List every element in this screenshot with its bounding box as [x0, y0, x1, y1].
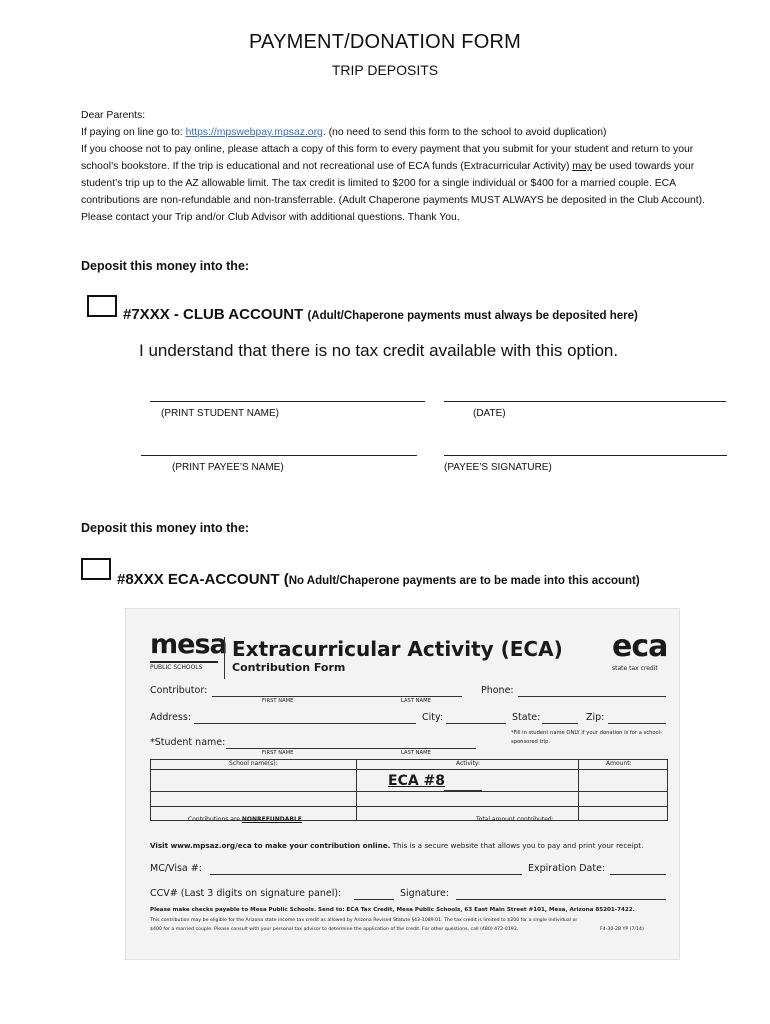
table-header-rule [150, 769, 668, 770]
state-line[interactable] [542, 723, 578, 724]
club-account-checkbox[interactable] [87, 295, 117, 317]
nonrefundable-line [188, 816, 302, 823]
contributor-label: Contributor: [150, 685, 208, 696]
logo-divider [224, 637, 225, 679]
club-account-note: (Adult/Chaperone payments must always be deposited here) [307, 310, 638, 322]
form-code: F4-30-28 YP (7/14) [600, 927, 644, 932]
payee-name-label: (PRINT PAYEE’S NAME) [172, 462, 284, 473]
phone-label: Phone: [481, 685, 514, 696]
student-first-name: FIRST NAME [262, 750, 294, 756]
online-payment-line [81, 124, 731, 141]
student-name-label: (PRINT STUDENT NAME) [161, 408, 279, 419]
table-row-rule-2 [150, 806, 668, 807]
fine-print-2: $400 for a married couple. Please consult with your personal tax advisor to determine the application of the credit. For other questions, call (480) 472-0193. [150, 927, 519, 932]
eca-account-label [117, 571, 640, 588]
eca-contribution-form [125, 608, 680, 960]
city-line[interactable] [446, 723, 506, 724]
no-tax-credit-statement: I understand that there is no tax credit available with this option. [139, 341, 619, 360]
instructions-part1: If you choose not to pay online, please attach a copy of this form to every payment that you submit for your student and return to your school’s bookstore. If the trip is educational and not recreational use of ECA funds (Extracurricular Activity) [81, 144, 694, 172]
instructions-paragraph [81, 141, 731, 226]
col-amount: Amount: [606, 760, 632, 767]
instructions-part2: be used towards your student’s trip up to the AZ allowable limit. The tax credit is limited to $200 for a single individual or $400 for a married couple. ECA contributions are non-refundable and non-transferrable. (Adult Chaperone payments MUST ALWAYS be deposited in the Club Account). Please contact your Trip and/or Club Advisor with additional questions. Thank You. [81, 161, 705, 223]
student-name-eca-line[interactable] [226, 748, 476, 749]
expiration-line[interactable] [610, 874, 666, 875]
address-line[interactable] [194, 723, 416, 724]
zip-line[interactable] [608, 723, 666, 724]
date-line[interactable] [444, 401, 726, 402]
phone-line[interactable] [518, 696, 666, 697]
online-suffix: . (no need to send this form to the school to avoid duplication) [322, 127, 607, 138]
page-title: PAYMENT/DONATION FORM [249, 31, 521, 53]
eca-subtitle: Contribution Form [232, 661, 346, 674]
eca-logo: eca [612, 629, 668, 664]
mesa-logo-sub: PUBLIC SCHOOLS [150, 664, 203, 671]
total-label: Total amount contributed: [476, 816, 554, 823]
student-last-name: LAST NAME [401, 750, 431, 756]
fill-note: *Fill in student name ONLY if your donation is for a school-sponsored trip. [511, 730, 663, 745]
section1-heading: Deposit this money into the: [81, 259, 250, 273]
payee-signature-line[interactable] [444, 455, 727, 456]
city-label: City: [422, 712, 444, 723]
table-col-rule-1 [356, 759, 357, 821]
mesa-logo: mesa [150, 629, 227, 660]
checks-payable: Please make checks payable to Mesa Public Schools. Send to: ECA Tax Credit, Mesa Public Schools, 63 East Main Street #101, Mesa, Arizona 85201-7422. [150, 907, 635, 913]
nonrefundable-word: NONREFUNDABLE [241, 816, 302, 823]
contributor-first-name: FIRST NAME [262, 698, 294, 704]
handwritten-underline [444, 790, 482, 791]
visit-bold: Visit www.mpsaz.org/eca to make your contribution online. [150, 841, 391, 850]
eca-account-checkbox[interactable] [81, 558, 111, 580]
salutation: Dear Parents: [81, 110, 146, 121]
ccv-label: CCV# (Last 3 digits on signature panel): [150, 888, 342, 899]
ccv-line[interactable] [354, 899, 394, 900]
contributor-line[interactable] [212, 696, 462, 697]
state-label: State: [512, 712, 541, 723]
club-account-name: #7XXX - CLUB ACCOUNT [123, 306, 308, 323]
signature-eca-label: Signature: [400, 888, 450, 899]
eca-logo-sub: state tax credit [612, 665, 658, 672]
contributor-last-name: LAST NAME [401, 698, 431, 704]
student-name-eca-label: *Student name: [150, 737, 226, 748]
col-school: School name(s): [229, 760, 278, 767]
address-label: Address: [150, 712, 192, 723]
zip-label: Zip: [586, 712, 605, 723]
mcvisa-line[interactable] [210, 874, 522, 875]
visit-line [150, 841, 643, 850]
eca-title: Extracurricular Activity (ECA) [232, 637, 563, 661]
visit-rest: This is a secure website that allows you to pay and print your receipt. [390, 841, 644, 850]
intro-text [81, 107, 731, 226]
date-label: (DATE) [473, 408, 506, 419]
club-account-label [123, 306, 638, 323]
table-row-rule-1 [150, 791, 668, 792]
fine-print-1: This contribution may be eligible for the Arizona state income tax credit as allowed by Arizona Revised Statute §43-1089.01. The tax credit is limited to $200 for a single individual or [150, 918, 578, 923]
table-col-rule-2 [578, 759, 579, 821]
expiration-label: Expiration Date: [528, 863, 606, 874]
online-prefix: If paying on line go to: [81, 127, 186, 138]
signature-eca-line[interactable] [456, 899, 666, 900]
may-word: may [572, 161, 592, 172]
eca-account-name: #8XXX ECA-ACCOUNT ( [117, 571, 289, 588]
mesa-logo-rule [150, 661, 218, 663]
mcvisa-label: MC/Visa #: [150, 863, 202, 874]
page-subtitle: TRIP DEPOSITS [331, 62, 439, 78]
handwritten-eca-number: ECA #8 [388, 773, 446, 789]
eca-account-note: No Adult/Chaperone payments are to be made into this account) [288, 575, 640, 587]
section2-heading: Deposit this money into the: [81, 521, 250, 535]
payee-name-line[interactable] [141, 455, 417, 456]
payee-signature-label: (PAYEE’S SIGNATURE) [444, 462, 552, 473]
col-activity: Activity: [456, 760, 481, 767]
nonrefundable-prefix: Contributions are [188, 816, 242, 823]
student-name-line[interactable] [150, 401, 425, 402]
payment-link[interactable]: https://mpswebpay.mpsaz.org [185, 127, 323, 138]
